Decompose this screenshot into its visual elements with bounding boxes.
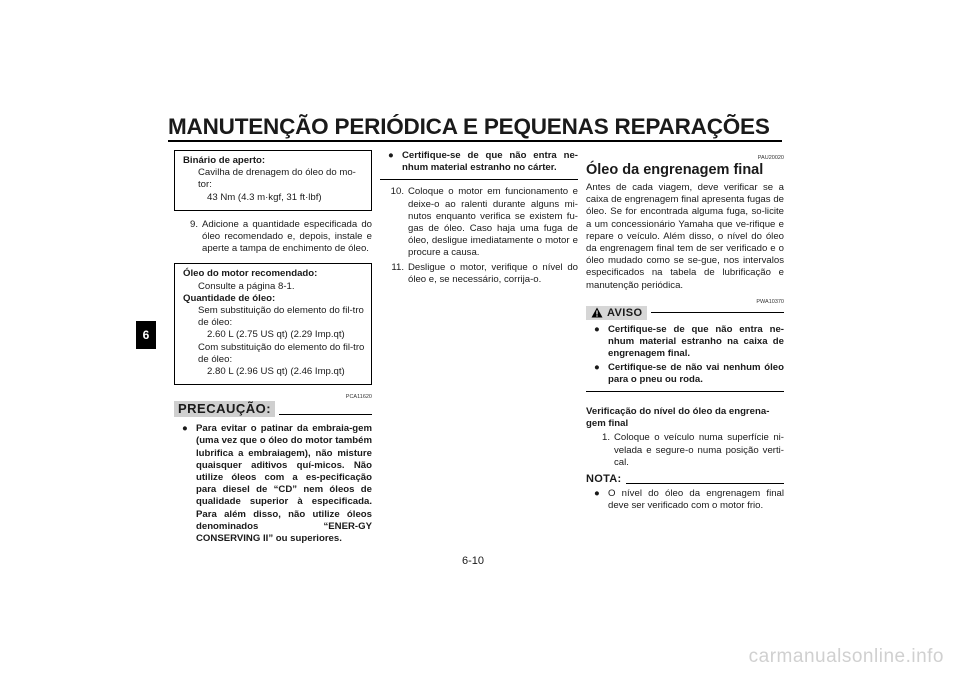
- note-rule: [626, 483, 784, 484]
- step-text: Coloque o veículo numa superfície ni-velada e segure-o numa posição verti-cal.: [614, 432, 784, 468]
- note-text: O nível do óleo da engrenagem final deve ser verificado com o motor frio.: [608, 488, 784, 512]
- watermark-link[interactable]: carmanualsonline.info: [748, 646, 944, 667]
- step-10: [380, 186, 578, 259]
- quantity-with-filter-value: 2.80 L (2.96 US qt) (2.46 Imp.qt): [207, 366, 345, 378]
- note-header: [586, 473, 784, 485]
- bullet-icon: ●: [594, 488, 600, 500]
- warning-label: AVISO: [607, 306, 643, 319]
- quantity-without-filter-value: 2.60 L (2.75 US qt) (2.29 Imp.qt): [207, 329, 345, 341]
- torque-heading: Binário de aperto:: [183, 155, 266, 166]
- caution-code: PCA11620: [345, 394, 372, 401]
- step-text: Adicione a quantidade especificada do óleo recomendado e, depois, instale e aperte a tampa de enchimento de óleo.: [202, 218, 372, 255]
- quantity-heading: Quantidade de óleo:: [183, 292, 276, 304]
- note-bullet: [586, 488, 784, 512]
- page-number: 6-10: [462, 555, 485, 567]
- step-11: [380, 262, 578, 286]
- caution-text: Para evitar o patinar da embraia-gem (uma vez que o óleo do motor também lubrifica a embraiagem), não misture quaisquer aditivos quí-micos. Não utilize óleos com a es-pecificação para diesel de “CD” nem óleos de qualidade superior à especificada. Para além disso, não utilize óleos denominados “ENER-GY CONSERVING II” ou superiores.: [196, 423, 372, 545]
- caution-header: [174, 401, 372, 417]
- section-intro: Antes de cada viagem, deve verificar se a caixa de engrenagem final apresenta fugas de óleo. Se for encontrada alguma fuga, so-licite a um concessionário Yamaha que ve-rifique e repare o veículo. Além disso, o nível do óleo da engrenagem final tem de ser verificado e o óleo mudado como se se-gue, nos intervalos especificados na tabela de lubrificação e manutenção periódica.: [586, 182, 784, 291]
- page-title: MANUTENÇÃO PERIÓDICA E PEQUENAS REPARAÇÕES: [168, 114, 770, 139]
- column-2: [380, 150, 578, 288]
- caution-rule: [279, 414, 372, 415]
- check-subheading: Verificação do nível do óleo da engrena-gem final: [586, 406, 770, 430]
- caution-label: PRECAUÇÃO:: [174, 401, 275, 417]
- bullet-icon: ●: [388, 150, 394, 161]
- section-code: PAU20020: [757, 155, 784, 161]
- note-label: NOTA:: [586, 473, 622, 486]
- column-1: [174, 150, 372, 546]
- section-title: Óleo da engrenagem final: [586, 162, 764, 178]
- oil-heading: Óleo do motor recomendado:: [183, 268, 318, 280]
- warning-text-2: Certifique-se de não vai nenhum óleo para o pneu ou roda.: [608, 361, 784, 385]
- warning-triangle-icon: [591, 307, 603, 318]
- header-rule: [168, 140, 782, 142]
- caution-bullet: [174, 423, 372, 545]
- bullet-icon: ●: [594, 361, 600, 373]
- column-3: [586, 150, 784, 513]
- crankcase-bullet: [380, 150, 578, 174]
- quantity-without-filter: Sem substituição do elemento do fil-tro de óleo:: [198, 305, 364, 329]
- warning-label-box: [586, 306, 647, 320]
- bullet-icon: ●: [182, 423, 188, 435]
- torque-spec-box: [174, 150, 372, 211]
- warning-code: PWA10370: [756, 298, 784, 305]
- step-text: Desligue o motor, verifique o nível do óleo e, se necessário, corrija-o.: [408, 261, 578, 285]
- step-number: 11.: [391, 261, 404, 273]
- oil-spec-box: [174, 263, 372, 385]
- warning-end-rule: [586, 391, 784, 392]
- warning-text-1: Certifique-se de que não entra ne-nhum material estranho na caixa de engrenagem final.: [608, 324, 784, 360]
- step-1: [586, 432, 784, 469]
- caution-end-rule: [380, 179, 578, 180]
- crankcase-text: Certifique-se de que não entra ne-nhum material estranho no cárter.: [402, 150, 578, 174]
- oil-reference: Consulte a página 8-1.: [198, 280, 295, 292]
- chapter-tab: 6: [136, 321, 156, 349]
- torque-item: Cavilha de drenagem do óleo do mo-tor:: [198, 167, 356, 191]
- warning-rule: [651, 312, 784, 313]
- warning-header: [586, 306, 784, 320]
- step-text: Coloque o motor em funcionamento e deixe-o ao ralenti durante alguns mi-nutos enquanto verifica se existem fu-gas de óleo. Caso haja uma fuga de óleo, desligue imediatamente o motor e procure a causa.: [408, 186, 578, 259]
- bullet-icon: ●: [594, 324, 600, 336]
- step-number: 1.: [601, 432, 610, 444]
- step-number: 10.: [390, 186, 404, 198]
- quantity-with-filter: Com substituição do elemento do fil-tro de óleo:: [198, 341, 365, 365]
- step-9: [174, 219, 372, 256]
- step-number: 9.: [189, 218, 198, 230]
- torque-value: 43 Nm (4.3 m·kgf, 31 ft·lbf): [207, 191, 322, 203]
- warning-bullet-2: [586, 362, 784, 386]
- warning-bullet-1: [586, 324, 784, 361]
